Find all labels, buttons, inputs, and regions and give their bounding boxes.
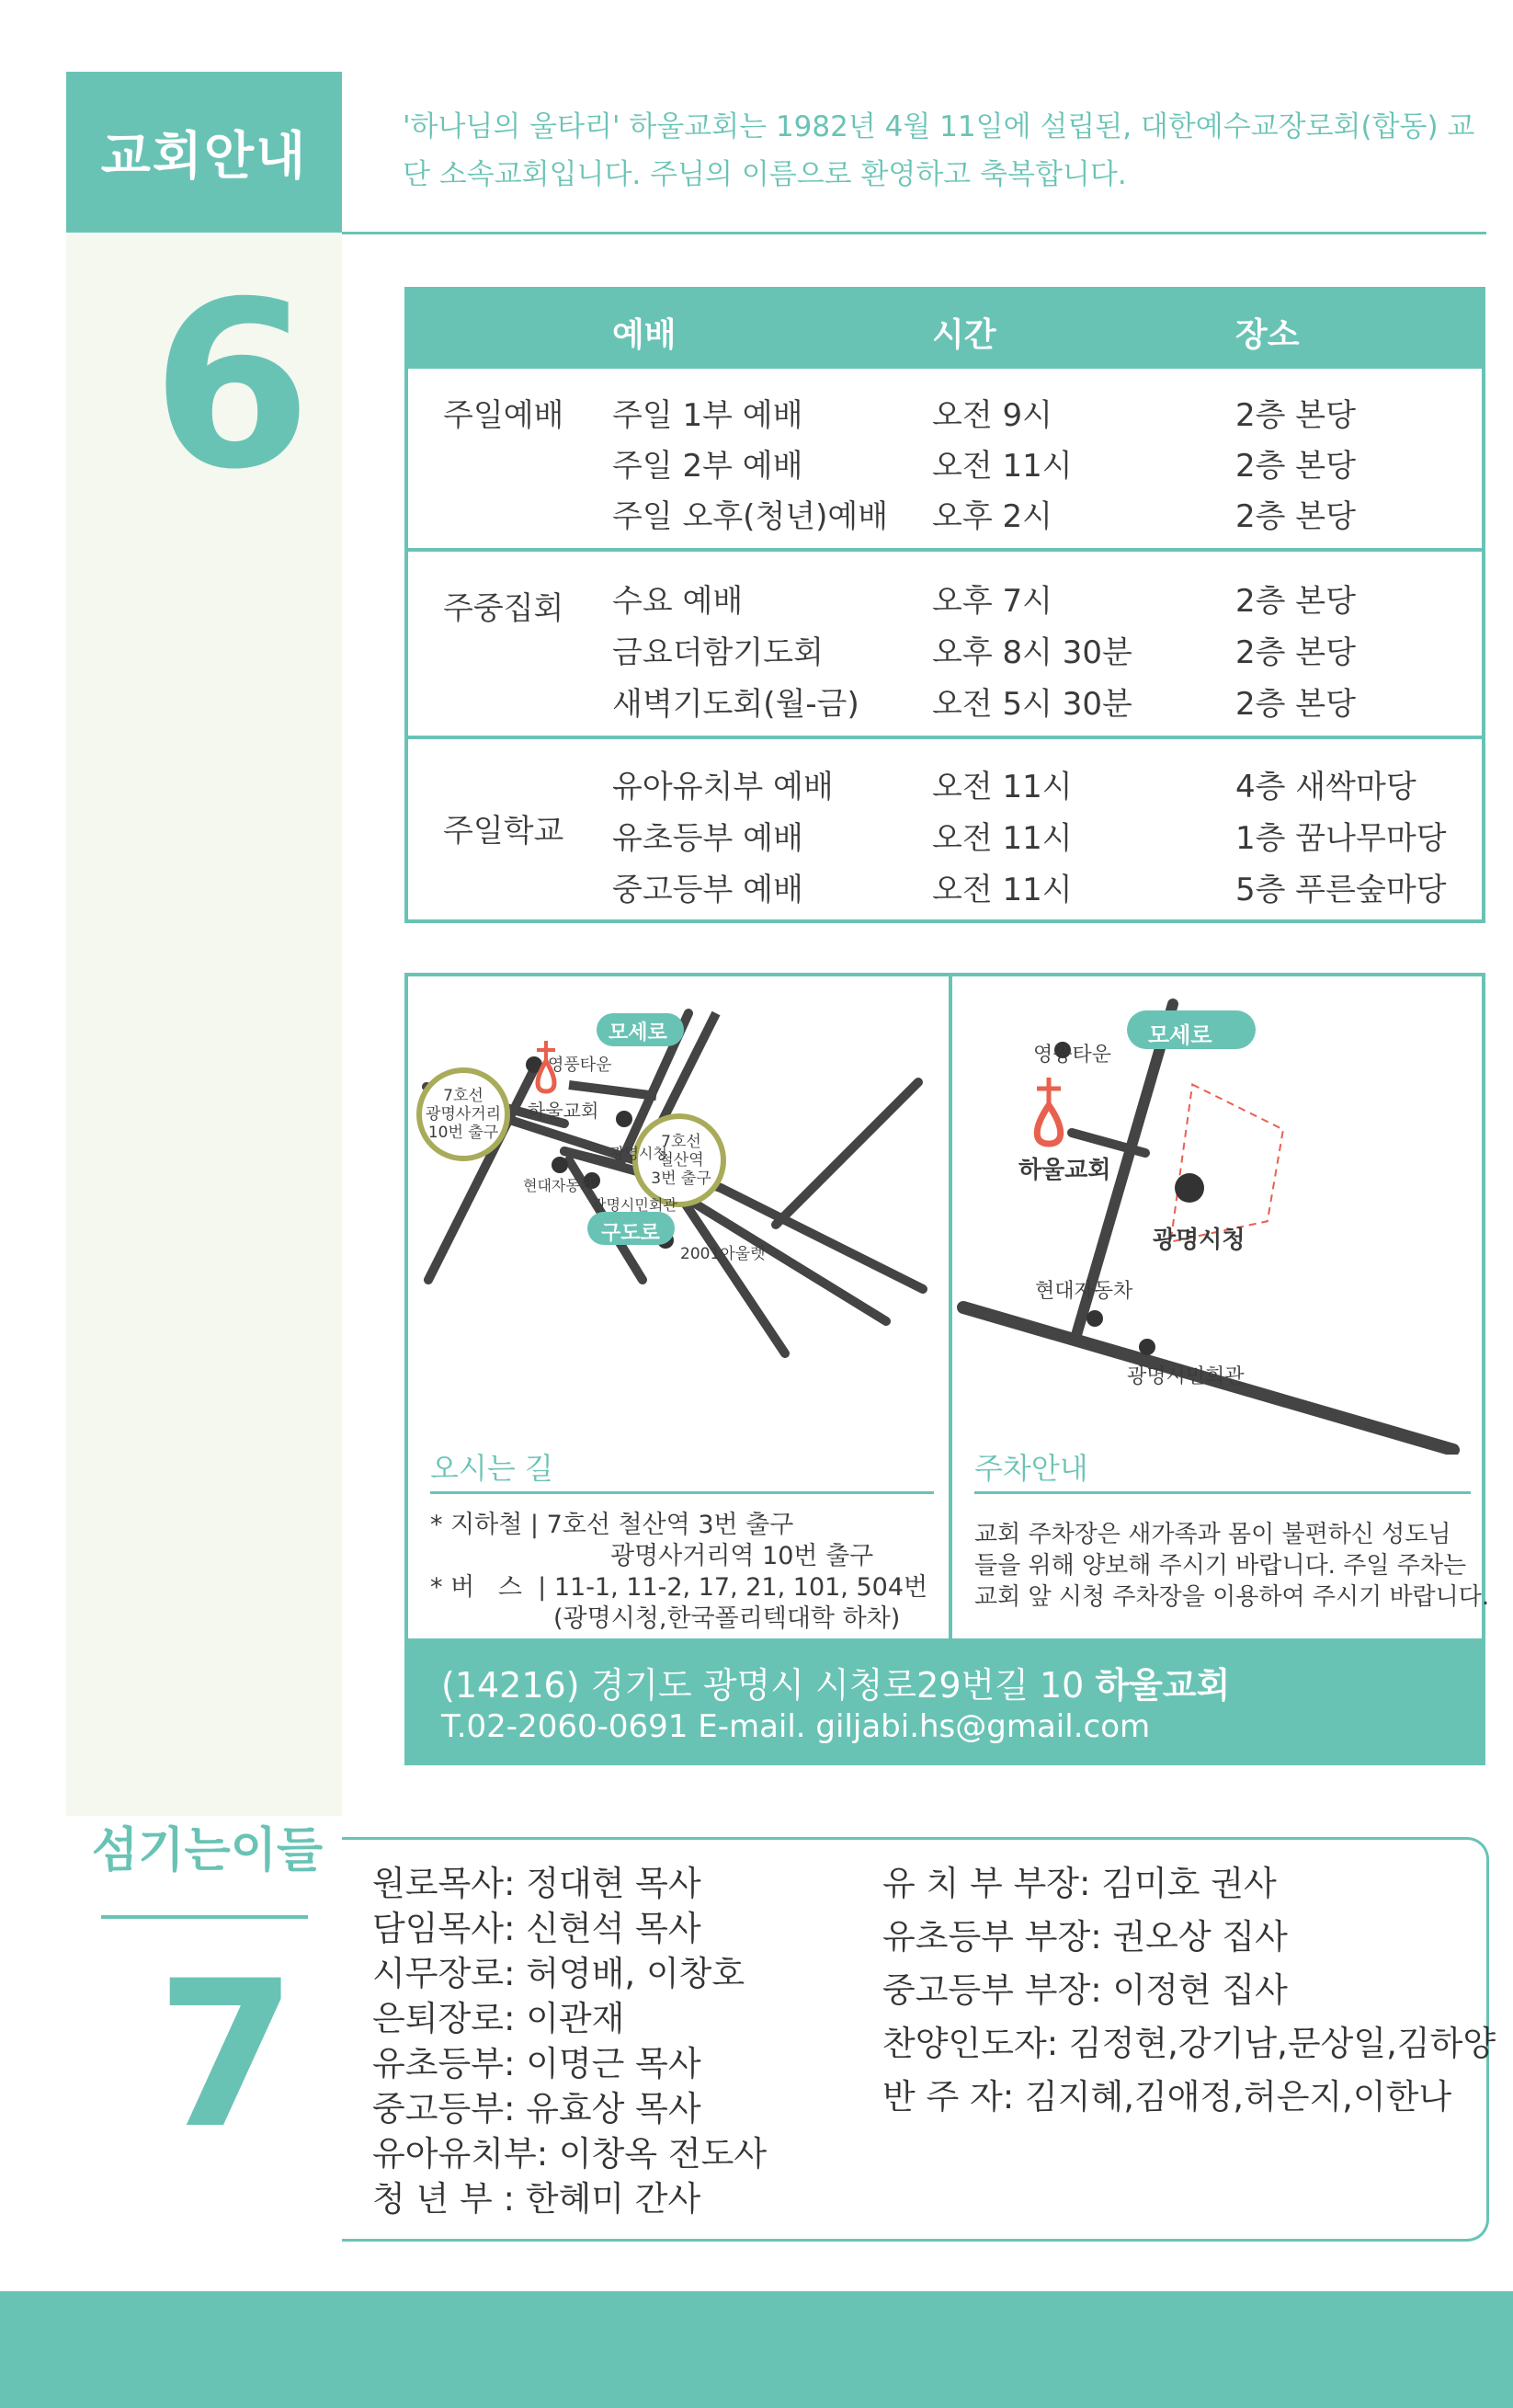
- service-place: 2층 본당: [1235, 448, 1356, 485]
- label-cityhall: 광명시청: [1153, 1227, 1246, 1254]
- group-name: 주일학교: [443, 813, 564, 850]
- service-name: 주일 2부 예배: [612, 448, 803, 485]
- staff-item: 담임목사: 신현석 목사: [372, 1909, 701, 1948]
- service-time: 오후 8시 30분: [932, 634, 1132, 671]
- label-church: 하울교회: [1018, 1157, 1111, 1184]
- staff-item: 유 치 부 부장: 김미호 권사: [882, 1864, 1277, 1903]
- directions-rule: [430, 1491, 934, 1494]
- staff-item: 은퇴장로: 이관재: [372, 1999, 625, 2038]
- page-number-7: 7: [156, 1937, 298, 2173]
- label-civichall: 광명시민회관: [592, 1196, 677, 1214]
- maps-panel: [404, 973, 1490, 1642]
- service-time: 오전 11시: [932, 872, 1073, 908]
- parking-line: 교회 앞 시청 주차장을 이용하여 주시기 바랍니다.: [974, 1583, 1490, 1611]
- service-place: 2층 본당: [1235, 686, 1356, 723]
- staff-item: 원로목사: 정대현 목사: [372, 1864, 701, 1903]
- service-time: 오전 9시: [932, 397, 1052, 434]
- directions-subtitle: 오시는 길: [430, 1451, 553, 1486]
- label-mosero: 모세로: [609, 1021, 667, 1044]
- label-line7-right: 7호선 철산역 3번 출구: [651, 1133, 711, 1188]
- header-divider: [342, 232, 1486, 234]
- service-name: 주일 1부 예배: [612, 397, 803, 434]
- label-church: 하울교회: [528, 1100, 599, 1122]
- dir-line: 광명사거리역 10번 출구: [610, 1542, 874, 1570]
- col-place: 장소: [1235, 316, 1300, 354]
- service-time: 오전 11시: [932, 820, 1073, 857]
- staff-item: 반 주 자: 김지혜,김애정,허은지,이한나: [882, 2077, 1452, 2117]
- service-place: 2층 본당: [1235, 634, 1356, 671]
- schedule-table: [404, 287, 1485, 923]
- service-place: 2층 본당: [1235, 498, 1356, 535]
- staff-item: 찬양인도자: 김정현,강기남,문상일,김하양: [882, 2024, 1496, 2063]
- service-time: 오후 7시: [932, 583, 1052, 620]
- service-time: 오전 5시 30분: [932, 686, 1132, 723]
- contact-line: T.02-2060-0691 E-mail. giljabi.hs@gmail.com: [441, 1708, 1151, 1745]
- label-hyundai: 현대자동차: [1035, 1280, 1133, 1303]
- col-service: 예배: [612, 316, 677, 354]
- label-youngpung: 영풍타운: [548, 1056, 612, 1075]
- group-name: 주일예배: [443, 397, 564, 434]
- label-outlet: 2001아울렛: [680, 1245, 766, 1263]
- section-title: 교회안내: [66, 72, 342, 233]
- page-number-6: 6: [152, 252, 312, 519]
- staff-item: 유초등부: 이명근 목사: [372, 2044, 701, 2083]
- service-name: 유아유치부 예배: [612, 769, 834, 805]
- service-time: 오후 2시: [932, 498, 1052, 535]
- parking-line: 들을 위해 양보해 주시기 바랍니다. 주일 주차는: [974, 1552, 1467, 1580]
- service-place: 4층 새싹마당: [1235, 769, 1416, 805]
- service-name: 유초등부 예배: [612, 820, 803, 857]
- address-text: (14216) 경기도 광명시 시청로29번길 10: [441, 1665, 1085, 1706]
- label-hyundai: 현대자동차: [523, 1177, 595, 1194]
- bottom-band: [0, 2291, 1513, 2408]
- service-name: 주일 오후(청년)예배: [612, 498, 889, 535]
- staff-item: 유초등부 부장: 권오상 집사: [882, 1917, 1288, 1957]
- right-map-labels: [952, 976, 1485, 1455]
- dir-line: * 버 스 | 11-1, 11-2, 17, 21, 101, 504번: [430, 1573, 928, 1602]
- parking-subtitle: 주차안내: [974, 1451, 1088, 1486]
- service-name: 금요더함기도회: [612, 634, 824, 671]
- dir-line: * 지하철 | 7호선 철산역 3번 출구: [430, 1511, 794, 1539]
- address-line: [441, 1657, 1230, 1707]
- staff-item: 유아유치부: 이창옥 전도사: [372, 2134, 768, 2174]
- staff-item: 청 년 부 : 한혜미 간사: [372, 2179, 701, 2219]
- service-name: 새벽기도회(월-금): [612, 686, 859, 723]
- label-line7-left: 7호선 광명사거리 10번 출구: [425, 1087, 502, 1142]
- row-divider: [408, 548, 1482, 552]
- staff-rule: [101, 1915, 308, 1919]
- label-civichall: 광명시민회관: [1127, 1365, 1245, 1388]
- staff-item: 시무장로: 허영배, 이창호: [372, 1954, 745, 1993]
- group-name: 주중집회: [443, 590, 564, 627]
- address-bar: [404, 1642, 1485, 1765]
- service-place: 1층 꿈나무마당: [1235, 820, 1447, 857]
- left-map-labels: [408, 976, 949, 1455]
- service-name: 수요 예배: [612, 583, 744, 620]
- col-time: 시간: [932, 316, 996, 354]
- label-gudoro: 구도로: [601, 1222, 660, 1245]
- label-youngpung: 영풍타운: [1033, 1044, 1112, 1067]
- address-church-name: 하울교회: [1095, 1665, 1231, 1706]
- service-place: 5층 푸른숲마당: [1235, 872, 1447, 908]
- staff-item: 중고등부 부장: 이정현 집사: [882, 1970, 1288, 2010]
- service-place: 2층 본당: [1235, 397, 1356, 434]
- row-divider: [408, 736, 1482, 739]
- parking-line: 교회 주차장은 새가족과 몸이 불편하신 성도님: [974, 1521, 1451, 1548]
- staff-item: 중고등부: 유효상 목사: [372, 2089, 701, 2128]
- label-mosero: 모세로: [1148, 1022, 1212, 1048]
- dir-line: (광명시청,한국폴리텍대학 하차): [553, 1604, 901, 1633]
- staff-title: 섬기는이들: [92, 1823, 324, 1878]
- parking-rule: [974, 1491, 1471, 1494]
- service-place: 2층 본당: [1235, 583, 1356, 620]
- service-time: 오전 11시: [932, 769, 1073, 805]
- service-time: 오전 11시: [932, 448, 1073, 485]
- intro-text: '하나님의 울타리' 하울교회는 1982년 4월 11일에 설립된, 대한예수교장로회(합동) 교단 소속교회입니다. 주님의 이름으로 환영하고 축복합니다.: [403, 110, 1475, 191]
- label-cityhall: 광명시청: [610, 1145, 667, 1162]
- service-name: 중고등부 예배: [612, 872, 803, 908]
- schedule-header: [408, 291, 1482, 369]
